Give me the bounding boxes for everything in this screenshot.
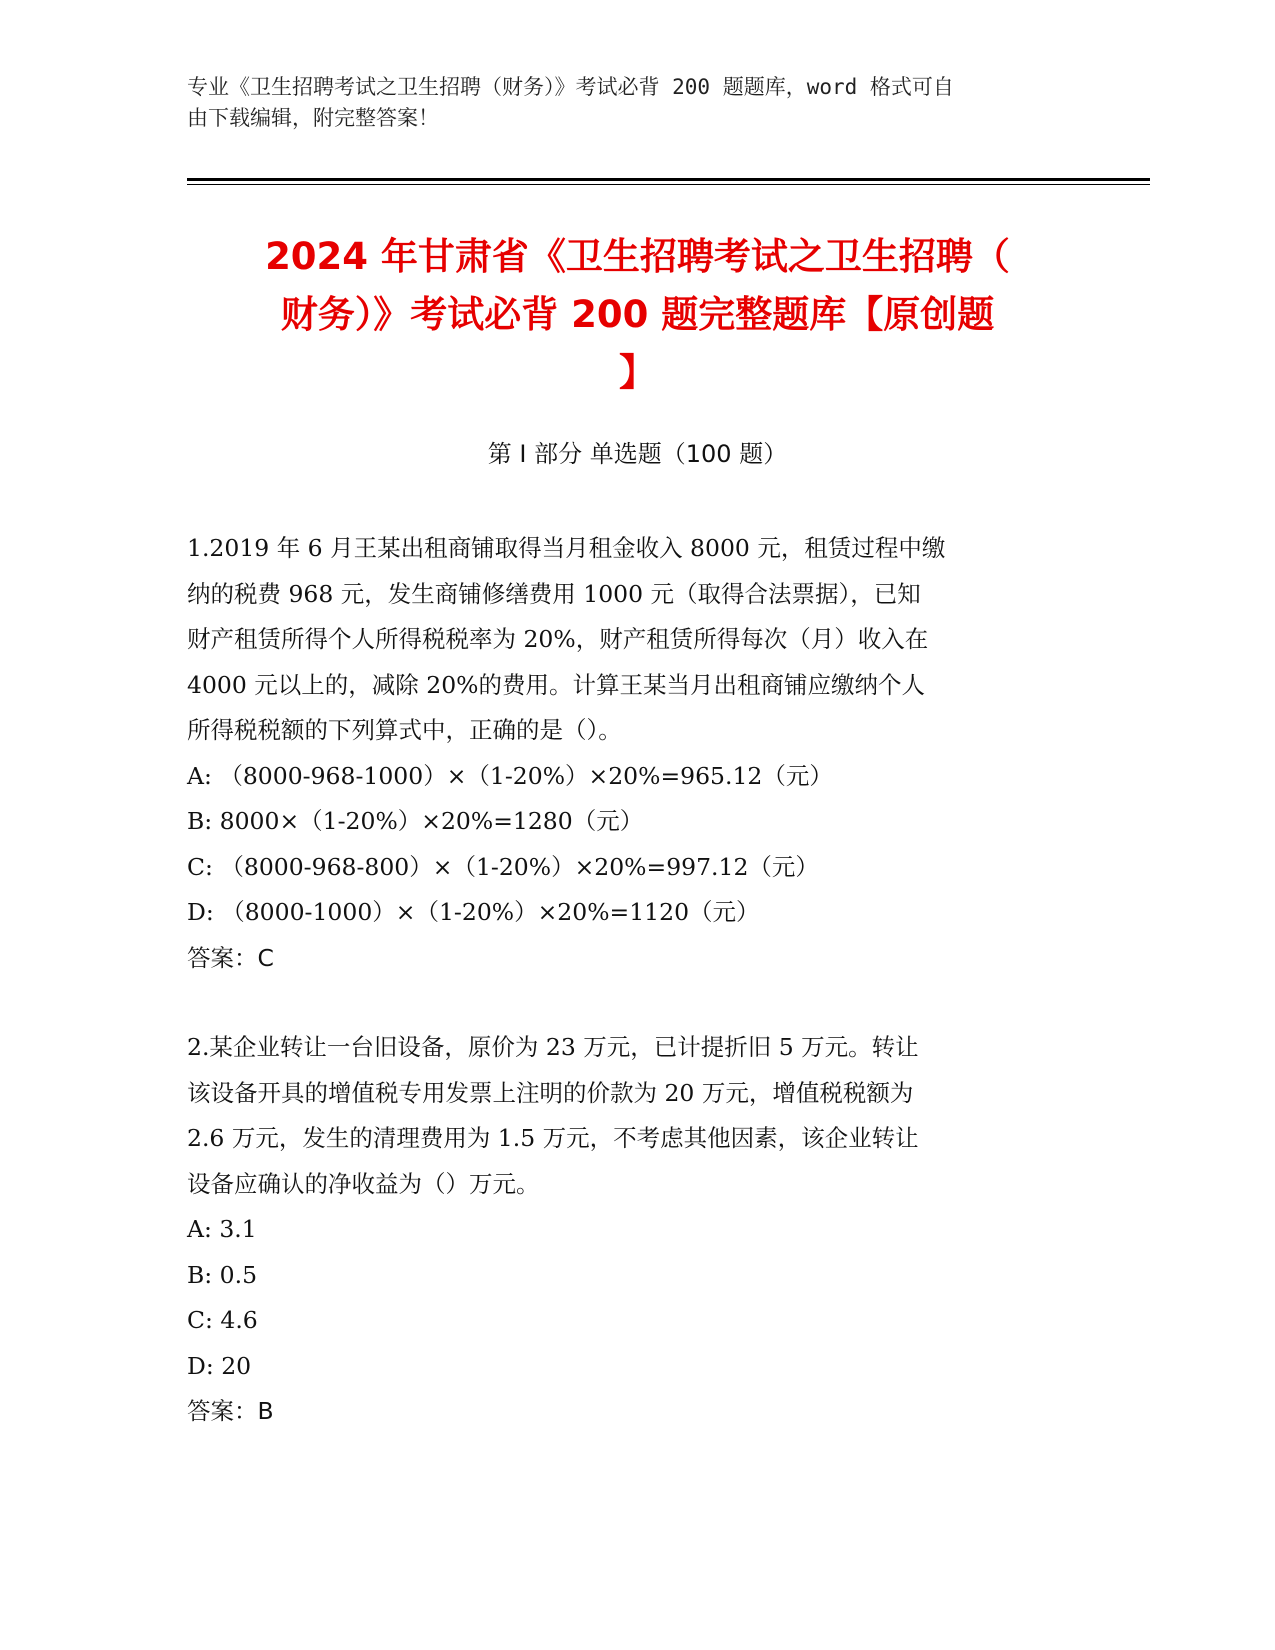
document-title <box>150 228 1125 402</box>
question-1 <box>187 526 1087 981</box>
option-d: D: （8000-1000）×（1-20%）×20%=1120（元） <box>187 898 760 926</box>
header-divider-thick <box>187 178 1150 181</box>
question-text-line: 2.某企业转让一台旧设备，原价为 23 万元，已计提折旧 5 万元。转让 <box>187 1033 919 1061</box>
question-text-line: 财产租赁所得个人所得税税率为 20%，财产租赁所得每次（月）收入在 <box>187 625 929 653</box>
option-d: D: 20 <box>187 1351 252 1380</box>
question-text-line: 纳的税费 968 元，发生商铺修缮费用 1000 元（取得合法票据），已知 <box>187 579 921 608</box>
option-c: C: 4.6 <box>187 1306 258 1334</box>
answer: 答案：B <box>187 1397 274 1425</box>
question-text-line: 1.2019 年 6 月王某出租商铺取得当月租金收入 8000 元，租赁过程中缴 <box>187 534 946 562</box>
question-text-line: 设备应确认的净收益为（）万元。 <box>187 1169 540 1198</box>
question-text-line: 2.6 万元，发生的清理费用为 1.5 万元，不考虑其他因素，该企业转让 <box>187 1124 919 1152</box>
title-line: 】 <box>619 351 656 394</box>
option-b: B: 0.5 <box>187 1260 258 1289</box>
question-text-line: 4000 元以上的，减除 20%的费用。计算王某当月出租商铺应缴纳个人 <box>187 670 925 699</box>
header-divider-thin <box>187 184 1150 185</box>
option-a: A: （8000-968-1000）×（1-20%）×20%=965.12（元） <box>187 761 833 790</box>
option-b: B: 8000×（1-20%）×20%=1280（元） <box>187 807 644 835</box>
option-c: C: （8000-968-800）×（1-20%）×20%=997.12（元） <box>187 852 819 881</box>
question-2 <box>187 1025 1087 1435</box>
question-text-line: 所得税税额的下列算式中，正确的是（）。 <box>187 716 622 744</box>
question-text-line: 该设备开具的增值税专用发票上注明的价款为 20 万元，增值税税额为 <box>187 1078 914 1107</box>
header-note <box>187 72 1067 134</box>
title-line: 财务）》考试必背 200 题完整题库【原创题 <box>280 293 995 336</box>
title-line: 2024 年甘肃省《卫生招聘考试之卫生招聘（ <box>265 235 1010 278</box>
header-note-line: 专业《卫生招聘考试之卫生招聘（财务）》考试必背 200 题题库，word 格式可自 <box>187 75 954 99</box>
answer: 答案：C <box>187 943 274 972</box>
header-note-line: 由下载编辑，附完整答案！ <box>187 106 439 130</box>
section-title: 第 I 部分 单选题（100 题） <box>487 440 788 468</box>
option-a: A: 3.1 <box>187 1215 257 1243</box>
